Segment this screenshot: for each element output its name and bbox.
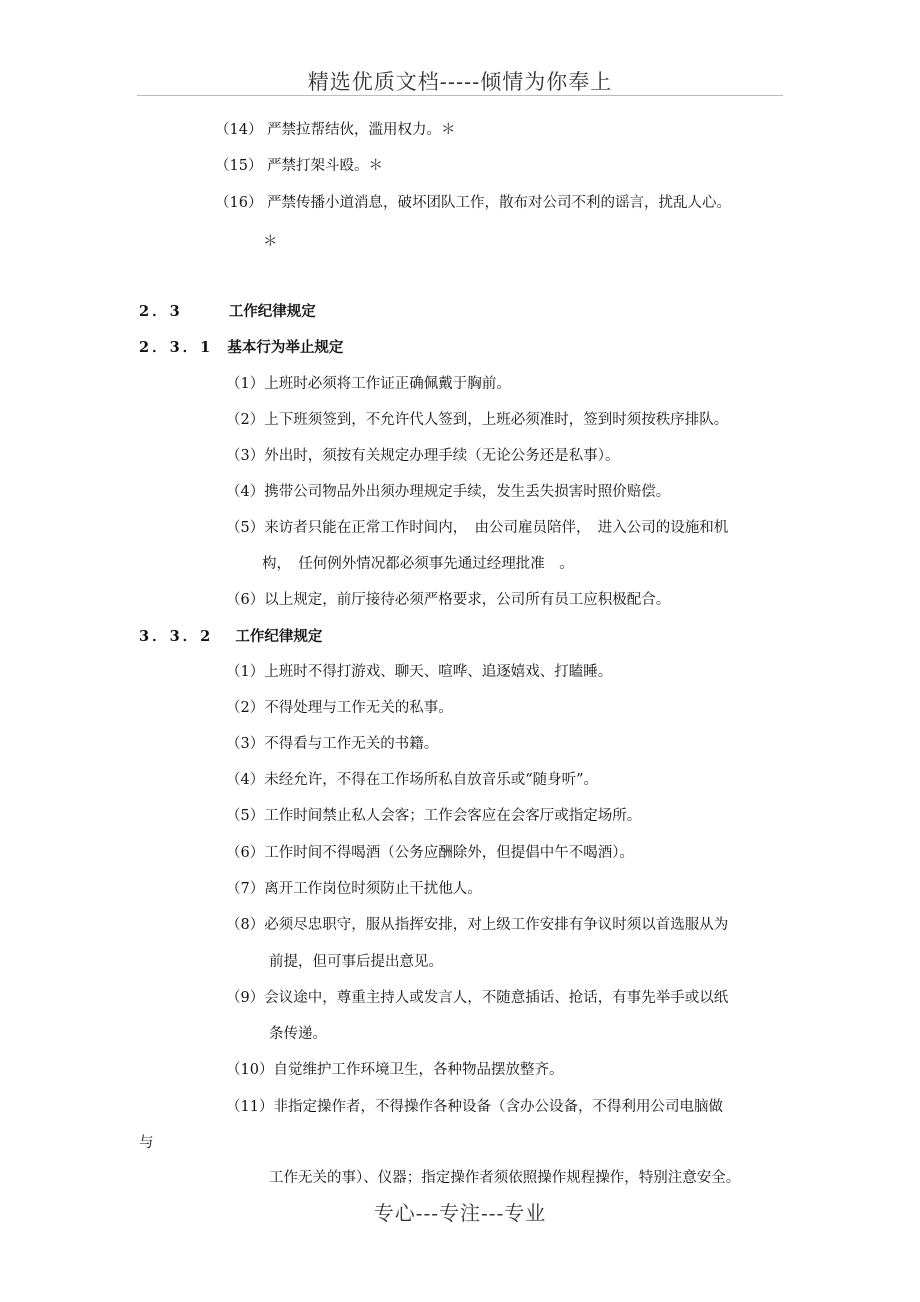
item-text: 携带公司物品外出须办理规定手续，发生丢失损害时照价赔偿。 <box>264 484 671 500</box>
item-text: 来访者只能在正常工作时间内， 由公司雇员陪伴， 进入公司的设施和机 <box>264 520 729 536</box>
item-number: （3） <box>226 736 265 752</box>
section-title: 工作纪律规定 <box>235 628 323 645</box>
item-text: 严禁传播小道消息，破坏团队工作，散布对公司不利的谣言，扰乱人心。 <box>267 195 732 211</box>
item-number: （4） <box>226 772 265 788</box>
item-text: 会议途中，尊重主持人或发言人，不随意插话、抢话，有事先举手或以纸 <box>264 990 729 1006</box>
list-item <box>226 915 728 935</box>
item-text: 严禁拉帮结伙，滥用权力。＊ <box>267 122 456 138</box>
item-number: （1） <box>226 664 265 680</box>
page-footer: 专心---专注---专业 <box>373 1201 547 1225</box>
list-item <box>226 590 670 610</box>
section-title: 基本行为举止规定 <box>227 339 344 356</box>
list-item <box>215 156 383 176</box>
section-number: 2．3．1 <box>139 339 214 356</box>
list-item <box>226 988 728 1008</box>
item-number: （4） <box>226 484 265 500</box>
list-item <box>226 770 598 790</box>
item-text: 以上规定，前厅接待必须严格要求，公司所有员工应积极配合。 <box>264 592 671 608</box>
section-heading <box>139 302 316 322</box>
item-continuation: 构， 任何例外情况都必须事先通过经理批准 。 <box>262 556 574 572</box>
item-text: 工作时间不得喝酒（公务应酬除外，但提倡中午不喝酒）。 <box>264 845 634 861</box>
item-text: 上班时必须将工作证正确佩戴于胸前。 <box>264 376 511 392</box>
subsection-heading <box>139 338 343 358</box>
item-text: 不得看与工作无关的书籍。 <box>264 736 439 752</box>
item-text: 不得处理与工作无关的私事。 <box>264 700 453 716</box>
list-item <box>226 843 634 863</box>
list-item <box>226 806 641 826</box>
list-item <box>226 662 612 682</box>
item-text: 非指定操作者，不得操作各种设备（含办公设备，不得利用公司电脑做 <box>273 1099 723 1115</box>
item-text: 上班时不得打游戏、聊天、喧哗、追逐嬉戏、打瞌睡。 <box>264 664 613 680</box>
list-item <box>226 698 453 718</box>
item-continuation: ＊ <box>263 234 278 250</box>
list-item <box>215 193 731 213</box>
list-item <box>226 446 619 466</box>
item-text: 外出时，须按有关规定办理手续（无论公务还是私事）。 <box>264 448 620 464</box>
item-number: （10） <box>226 1062 274 1078</box>
item-number: （15） <box>215 158 263 174</box>
item-text: 严禁打架斗殴。＊ <box>267 158 384 174</box>
section-number: 2．3 <box>139 303 183 320</box>
item-number: （6） <box>226 592 265 608</box>
item-number: （6） <box>226 845 265 861</box>
list-item <box>226 1097 723 1117</box>
list-item <box>226 374 511 394</box>
item-number: （2） <box>226 700 265 716</box>
item-continuation: 前提，但可事后提出意见。 <box>269 954 443 970</box>
list-item <box>226 410 728 430</box>
section-number: 3．3．2 <box>139 628 214 645</box>
item-number: （5） <box>226 520 265 536</box>
list-item <box>215 120 456 140</box>
item-text: 未经允许，不得在工作场所私自放音乐或“随身听”。 <box>264 772 599 788</box>
item-number: （1） <box>226 376 265 392</box>
item-number: （16） <box>215 195 263 211</box>
list-item <box>226 879 482 899</box>
subsection-heading <box>139 627 322 647</box>
page-header-title: 精选优质文档-----倾情为你奉上 <box>307 70 613 94</box>
list-item <box>226 482 670 502</box>
section-title: 工作纪律规定 <box>228 303 316 320</box>
item-number: （3） <box>226 448 265 464</box>
item-text: 离开工作岗位时须防止干扰他人。 <box>264 881 482 897</box>
item-number: （11） <box>226 1099 274 1115</box>
item-text: 工作时间禁止私人会客；工作会客应在会客厅或指定场所。 <box>264 808 642 824</box>
item-number: （9） <box>226 990 265 1006</box>
item-continuation: 条传递。 <box>269 1026 327 1042</box>
list-item <box>226 1060 563 1080</box>
item-wrap-fragment: 与 <box>139 1135 154 1151</box>
item-continuation: 工作无关的事）、仪器；指定操作者须依照操作规程操作，特别注意安全。 <box>269 1170 741 1186</box>
header-divider <box>137 95 783 96</box>
item-text: 上下班须签到，不允许代人签到，上班必须准时，签到时须按秩序排队。 <box>264 412 729 428</box>
item-number: （5） <box>226 808 265 824</box>
list-item <box>226 734 438 754</box>
item-number: （8） <box>226 917 265 933</box>
list-item <box>226 518 728 538</box>
item-number: （7） <box>226 881 265 897</box>
item-text: 自觉维护工作环境卫生，各种物品摆放整齐。 <box>273 1062 564 1078</box>
item-number: （14） <box>215 122 263 138</box>
item-text: 必须尽忠职守，服从指挥安排，对上级工作安排有争议时须以首选服从为 <box>264 917 729 933</box>
item-number: （2） <box>226 412 265 428</box>
